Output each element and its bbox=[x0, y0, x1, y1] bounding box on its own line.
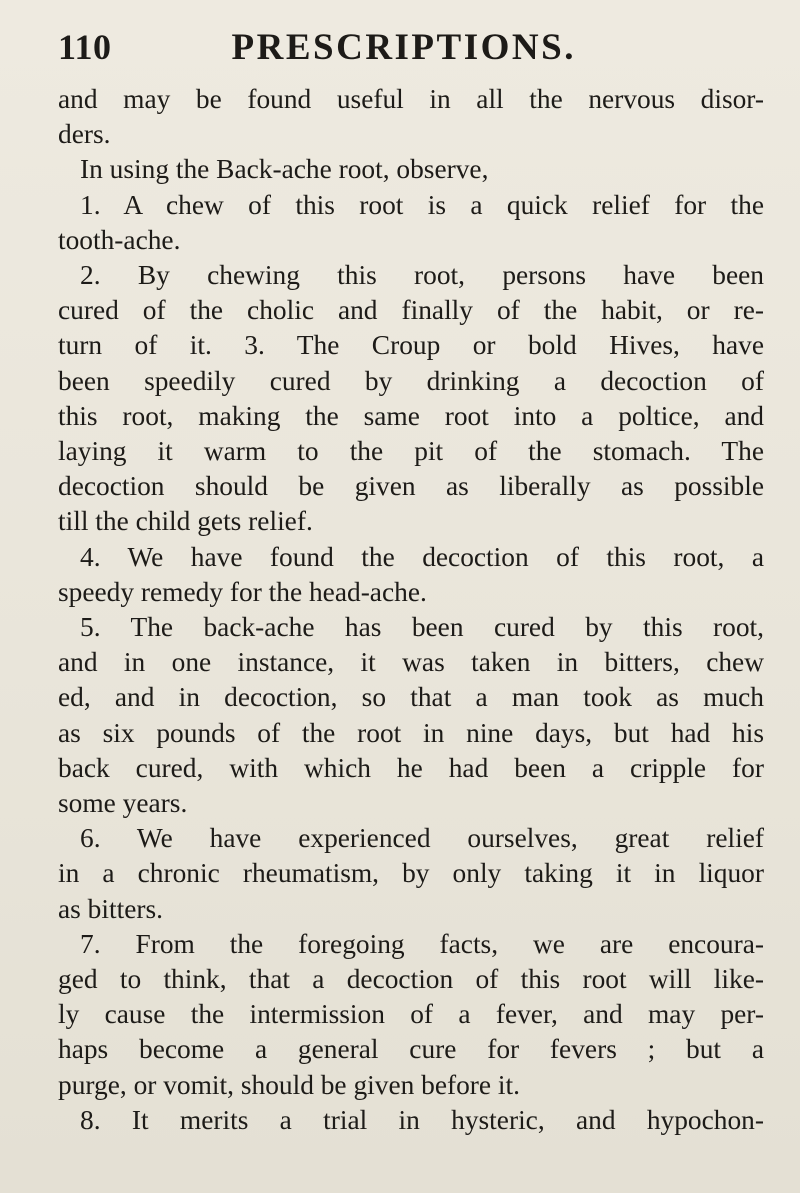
text-line: turn of it. 3. The Croup or bold Hives, have bbox=[58, 330, 764, 361]
text-line: 8. It merits a trial in hysteric, and hypochon- bbox=[80, 1104, 764, 1135]
text-line: laying it warm to the pit of the stomach. The bbox=[58, 436, 764, 467]
text-line: purge, or vomit, should be given before it. bbox=[58, 1069, 521, 1100]
text-line: 7. From the foregoing facts, we are encoura- bbox=[80, 928, 764, 959]
text-line: haps become a general cure for fevers ; but a bbox=[58, 1034, 764, 1065]
text-line: ed, and in decoction, so that a man took as much bbox=[58, 682, 764, 713]
text-line: some years. bbox=[58, 788, 188, 819]
text-line: and may be found useful in all the nervous disor- bbox=[58, 84, 764, 114]
text-line: been speedily cured by drinking a decoction of bbox=[58, 365, 764, 396]
text-line: as bitters. bbox=[58, 893, 163, 924]
text-line: cured of the cholic and finally of the habit, or re- bbox=[58, 295, 764, 326]
text-line: tooth-ache. bbox=[58, 224, 181, 255]
text-line: speedy remedy for the head-ache. bbox=[58, 576, 427, 607]
text-line: 4. We have found the decoction of this root, a bbox=[80, 541, 764, 572]
text-line: 2. By chewing this root, persons have been bbox=[80, 260, 764, 291]
running-head: PRESCRIPTIONS. bbox=[231, 27, 576, 68]
text-line: decoction should be given as liberally as possible bbox=[58, 471, 764, 502]
page-header bbox=[58, 26, 764, 76]
text-line: this root, making the same root into a poltice, and bbox=[58, 400, 764, 431]
body-text bbox=[58, 82, 764, 1138]
text-line: 6. We have experienced ourselves, great relief bbox=[80, 823, 764, 854]
text-line: In using the Back-ache root, observe, bbox=[80, 154, 489, 185]
text-line: till the child gets relief. bbox=[58, 506, 313, 537]
text-line: ged to think, that a decoction of this root will like- bbox=[58, 964, 764, 995]
text-line: ders. bbox=[58, 119, 111, 150]
text-line: and in one instance, it was taken in bitters, chew bbox=[58, 647, 764, 678]
text-line: in a chronic rheumatism, by only taking it in liquor bbox=[58, 858, 764, 889]
text-line: back cured, with which he had been a cripple for bbox=[58, 752, 764, 783]
text-line: ly cause the intermission of a fever, and may per- bbox=[58, 999, 764, 1030]
text-line: 1. A chew of this root is a quick relief for the bbox=[80, 189, 764, 220]
text-line: as six pounds of the root in nine days, but had his bbox=[58, 717, 764, 748]
page-number: 110 bbox=[58, 27, 112, 67]
text-line: 5. The back-ache has been cured by this root, bbox=[80, 612, 764, 643]
